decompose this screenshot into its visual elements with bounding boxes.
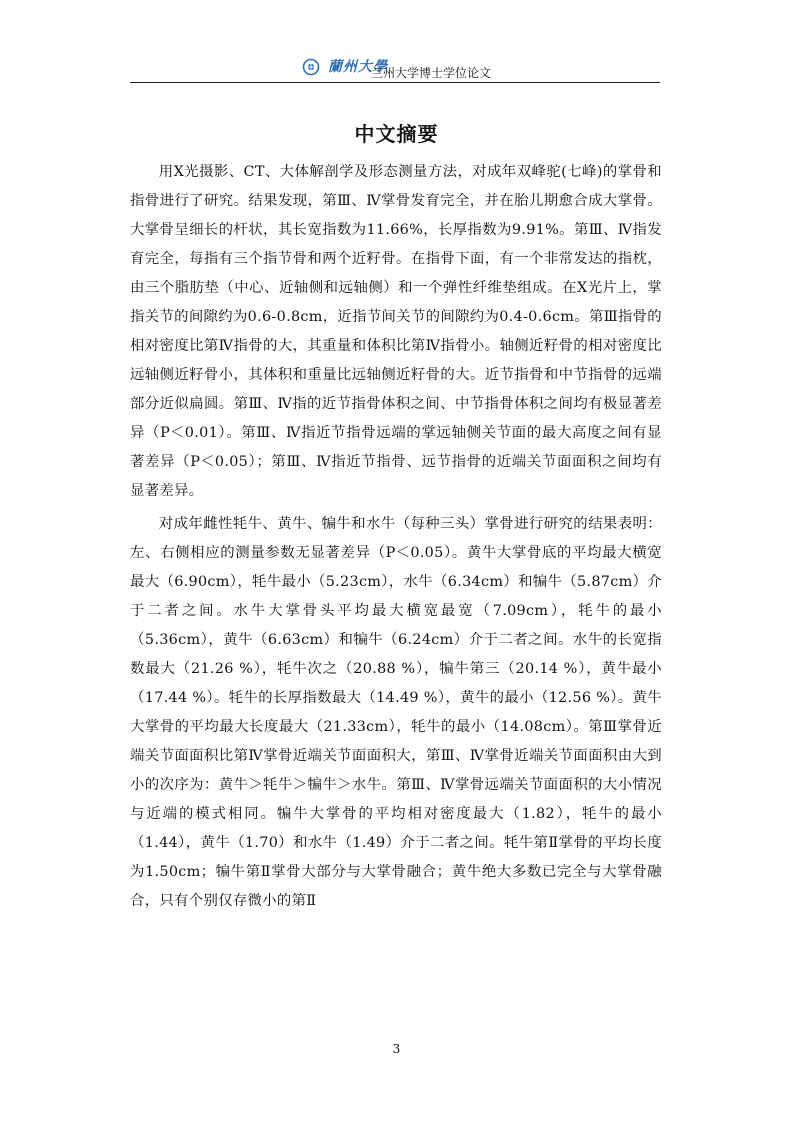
thesis-header-title: 兰州大学博士学位论文 [371,66,492,80]
abstract-body [130,158,662,916]
page-title: 中文摘要 [354,122,439,146]
abstract-paragraph: 用X光摄影、CT、大体解剖学及形态测量方法，对成年双峰驼(七峰)的掌骨和指骨进行了研究。结果发现，第Ⅲ、Ⅳ掌骨发育完全，并在胎儿期愈合成大掌骨。大掌骨呈细长的杆状，其长宽指数为11.66%，长厚指数为9.91%。第Ⅲ、Ⅳ指发育完全，每指有三个指节骨和两个近籽骨。在指骨下面，有一个非常发达的指枕，由三个脂肪垫（中心、近轴侧和远轴侧）和一个弹性纤维垫组成。在X光片上，掌指关节的间隙约为0.6-0.8cm，近指节间关节的间隙约为0.4-0.6cm。第Ⅲ指骨的相对密度比第Ⅳ指骨的大，其重量和体积比第Ⅳ指骨小。轴侧近籽骨的相对密度比远轴侧近籽骨小，其体积和重量比远轴侧近籽骨的大。近节指骨和中节指骨的远端部分近似扁圆。第Ⅲ、Ⅳ指的近节指骨体积之间、中节指骨体积之间均有极显著差异（P＜0.01）。第Ⅲ、Ⅳ指近节指骨远端的掌远轴侧关节面的最大高度之间有显著差异（P＜0.05）；第Ⅲ、Ⅳ指近节指骨、远节指骨的近端关节面面积之间均有显著差异。 [130,164,662,499]
page-header [130,56,660,82]
header-divider [130,82,660,83]
abstract-paragraph: 对成年雌性牦牛、黄牛、犏牛和水牛（每种三头）掌骨进行研究的结果表明：左、右侧相应的测量参数无显著差异（P＜0.05）。黄牛大掌骨底的平均最大横宽最大（6.90cm），牦牛最小（5.23cm），水牛（6.34cm）和犏牛（5.87cm）介于二者之间。水牛大掌骨头平均最大横宽最宽（7.09cm），牦牛的最小（5.36cm），黄牛（6.63cm）和犏牛（6.24cm）介于二者之间。水牛的长宽指数最大（21.26 %），牦牛次之（20.88 %），犏牛第三（20.14 %），黄牛最小（17.44 %）。牦牛的长厚指数最大（14.49 %），黄牛的最小（12.56 %）。黄牛大掌骨的平均最大长度最大（21.33cm），牦牛的最小（14.08cm）。第Ⅲ掌骨近端关节面面积比第Ⅳ掌骨近端关节面面积大，第Ⅲ、Ⅳ掌骨近端关节面面积由大到小的次序为：黄牛＞牦牛＞犏牛＞水牛。第Ⅲ、Ⅳ掌骨远端关节面面积的大小情况与近端的模式相同。犏牛大掌骨的平均相对密度最大（1.82），牦牛的最小（1.44），黄牛（1.70）和水牛（1.49）介于二者之间。牦牛第Ⅱ掌骨的平均长度为1.50cm；犏牛第Ⅱ掌骨大部分与大掌骨融合；黄牛绝大多数已完全与大掌骨融合，只有个别仅存微小的第Ⅱ [130,516,662,909]
university-logo-text: 蘭州大學 [328,59,388,75]
university-emblem-icon [302,58,324,76]
page-number: 3 [392,1042,401,1056]
